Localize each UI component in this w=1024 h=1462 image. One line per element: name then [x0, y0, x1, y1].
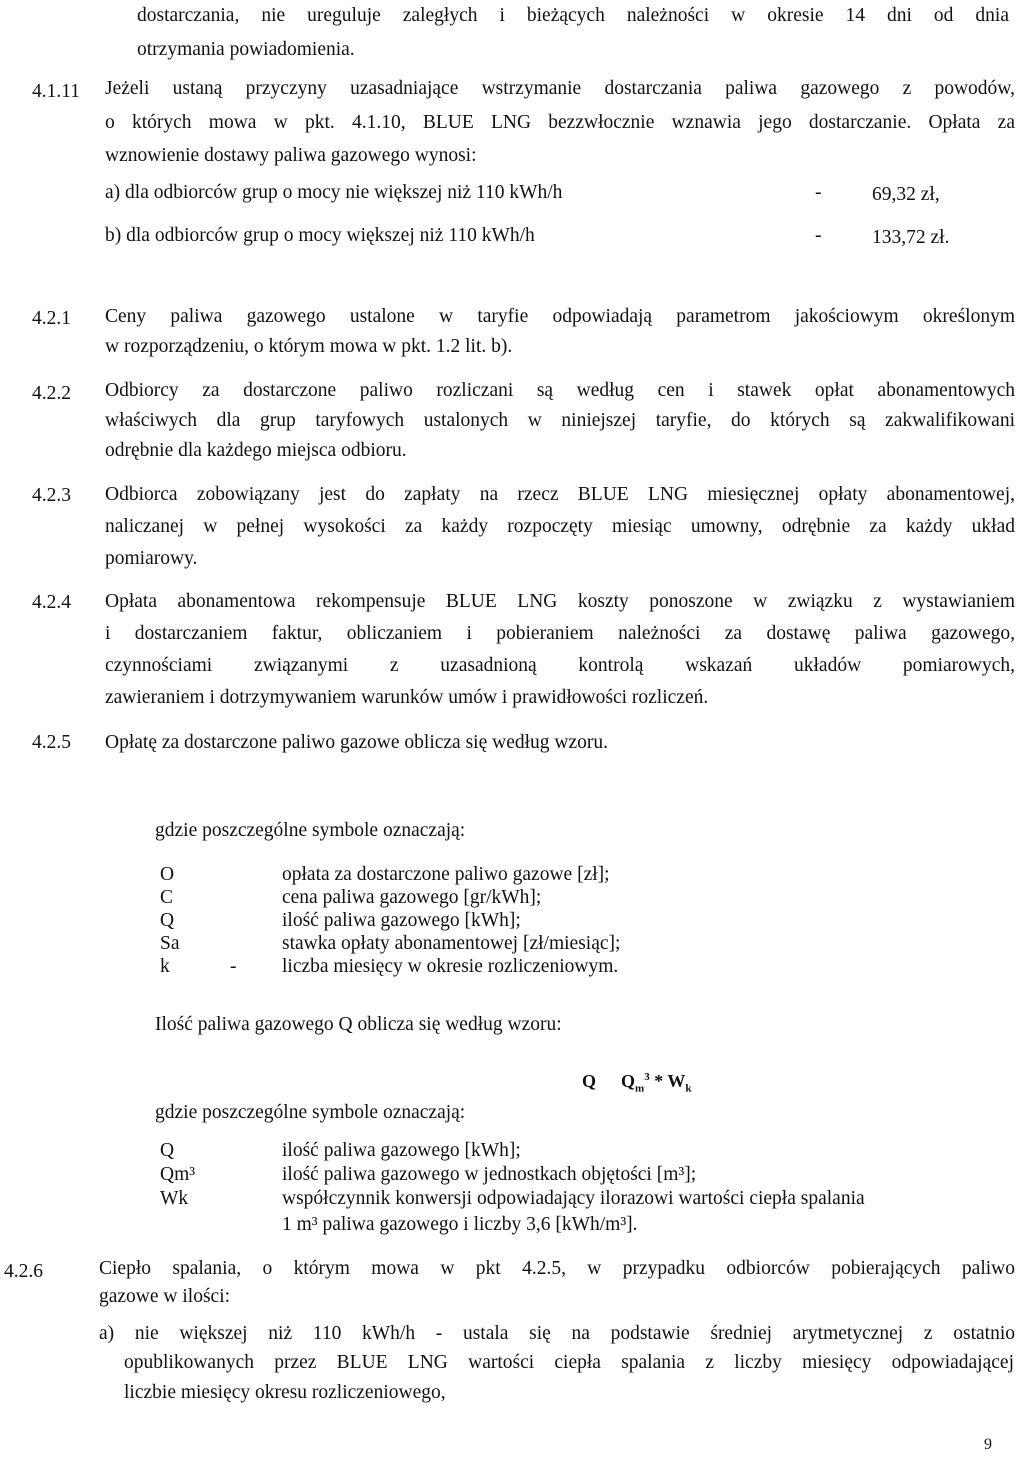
fee-item-a: a) dla odbiorców grup o mocy nie większej niż 110 kWh/h [105, 182, 563, 203]
s426-item-a-label-line: a) nie większej niż 110 kWh/h - ustala się na podstawie średniej arytmetycznej z ostatnio [99, 1323, 1015, 1344]
legend-1-desc: ilość paliwa gazowego [kWh]; [282, 910, 521, 931]
legend-2-symbol: Qm³ [160, 1164, 196, 1185]
s423-line-1: Odbiorca zobowiązany jest do zapłaty na rzecz BLUE LNG miesięcznej opłaty abonamentowej, [105, 484, 1015, 505]
s4111-line-3: wznowienie dostawy paliwa gazowego wynosi: [105, 145, 477, 166]
s422-line-1: Odbiorcy za dostarczone paliwo rozliczani są według cen i stawek opłat abonamentowych [105, 380, 1015, 401]
section-number-4-2-3: 4.2.3 [32, 485, 71, 506]
legend-1-dash: - [230, 956, 237, 977]
s426-line-2: gazowe w ilości: [99, 1286, 231, 1307]
page-number: 9 [984, 1436, 992, 1453]
s424-line-1: Opłata abonamentowa rekompensuje BLUE LNG koszty ponoszone w związku z wystawianiem [105, 591, 1015, 612]
formula-qm-sub: m [635, 1082, 645, 1095]
section-4-2-2-text [105, 376, 1015, 466]
s4111-line-1: Jeżeli ustaną przyczyny uzasadniające wstrzymanie dostarczania paliwa gazowego z powodów, [105, 78, 1015, 99]
s4111-line-2: o których mowa w pkt. 4.1.10, BLUE LNG bezzwłocznie wznawia jego dostarczanie. Opłata za [105, 111, 1015, 133]
s426-line-1: Ciepło spalania, o którym mowa w pkt 4.2.5, w przypadku odbiorców pobierających paliwo [99, 1258, 1015, 1279]
legend-1-symbol: Q [160, 910, 175, 931]
s426-item-a-text [124, 1348, 1014, 1408]
legend-2-title: gdzie poszczególne symbole oznaczają: [155, 1102, 466, 1123]
legend-1-desc: opłata za dostarczone paliwo gazowe [zł]; [282, 864, 610, 885]
section-4-2-4-text [105, 586, 1015, 714]
s424-line-3: czynnościami związanymi z uzasadnioną kontrolą wskazań układów pomiarowych, [105, 655, 1015, 676]
section-4-1-11-text [105, 72, 1015, 173]
quantity-formula-intro: Ilość paliwa gazowego Q oblicza się według wzoru: [155, 1014, 562, 1035]
legend-2-desc: 1 m³ paliwa gazowego i liczby 3,6 [kWh/m³]. [282, 1214, 638, 1235]
legend-1-symbol: C [160, 887, 174, 908]
legend-1-symbol [160, 932, 180, 955]
s422-line-3: odrębnie dla każdego miejsca odbioru. [105, 440, 407, 461]
formula-qm: Q [621, 1071, 636, 1091]
s426-a-line-3: liczbie miesięcy okresu rozliczeniowego, [124, 1382, 446, 1403]
section-number-4-2-1: 4.2.1 [32, 308, 71, 329]
fee-item-a-dash: - [815, 182, 822, 203]
top-line-2: otrzymania powiadomienia. [137, 38, 355, 60]
top-paragraph [137, 0, 1009, 66]
section-4-2-5-text: Opłatę za dostarczone paliwo gazowe oblicza się według wzoru. [105, 732, 609, 753]
legend-2-symbol: Q [160, 1140, 175, 1161]
section-4-2-6-text [99, 1255, 1015, 1311]
s423-line-3: pomiarowy. [105, 548, 198, 569]
top-line-1: dostarczania, nie ureguluje zaległych i bieżących należności w okresie 14 dni od dnia [137, 5, 1009, 26]
s421-line-1: Ceny paliwa gazowego ustalone w taryfie odpowiadają parametrom jakościowym określonym [105, 306, 1015, 327]
section-4-2-3-text [105, 479, 1015, 575]
formula-w-sub: k [685, 1082, 692, 1095]
section-number-4-2-4: 4.2.4 [32, 592, 71, 613]
legend-1-desc: stawka opłaty abonamentowej [zł/miesiąc]; [282, 933, 621, 954]
s423-line-2: naliczanej w pełnej wysokości za każdy rozpoczęty miesiąc umowny, odrębnie za każdy układ [105, 516, 1015, 537]
section-number-4-1-11: 4.1.11 [32, 81, 81, 102]
section-number-4-2-5: 4.2.5 [32, 732, 71, 753]
fee-item-a-value: 69,32 zł, [872, 184, 940, 205]
formula-qm-sup: 3 [644, 1071, 650, 1083]
legend-1-title: gdzie poszczególne symbole oznaczają: [155, 820, 466, 841]
fee-item-b-dash: - [815, 225, 822, 246]
section-number-4-2-6: 4.2.6 [4, 1261, 43, 1282]
legend-2-desc: ilość paliwa gazowego [kWh]; [282, 1140, 521, 1161]
legend-1-desc: cena paliwa gazowego [gr/kWh]; [282, 887, 542, 908]
legend-2-desc: ilość paliwa gazowego w jednostkach objętości [m³]; [282, 1164, 697, 1185]
s426-a-line-2: opublikowanych przez BLUE LNG wartości ciepła spalania z liczby miesięcy odpowiadającej [124, 1352, 1014, 1373]
s424-line-2: i dostarczaniem faktur, obliczaniem i pobieraniem należności za dostawę paliwa gazowego, [105, 623, 1015, 644]
s421-line-2: w rozporządzeniu, o którym mowa w pkt. 1.2 lit. b). [105, 336, 513, 357]
formula-operator: * [654, 1071, 664, 1091]
legend-1-symbol-text: Sa [160, 933, 180, 954]
legend-2-desc: współczynnik konwersji odpowiadający ilorazowi wartości ciepła spalania [282, 1188, 865, 1209]
legend-2-symbol: Wk [160, 1188, 189, 1209]
fee-item-b: b) dla odbiorców grup o mocy większej niż 110 kWh/h [105, 225, 535, 246]
legend-1-symbol: O [160, 864, 175, 885]
s424-line-4: zawieraniem i dotrzymywaniem warunków umów i prawidłowości rozliczeń. [105, 687, 709, 708]
legend-1-symbol: k [160, 956, 170, 977]
formula-q: Q [582, 1071, 597, 1091]
formula-w: W [667, 1071, 686, 1091]
section-4-2-1-text [105, 302, 1015, 362]
s422-line-2: właściwych dla grup taryfowych ustalonych w niniejszej taryfie, do których są zakwalifikowani [105, 410, 1015, 431]
section-number-4-2-2: 4.2.2 [32, 383, 71, 404]
quantity-formula [582, 1064, 692, 1102]
fee-item-b-value: 133,72 zł. [872, 227, 950, 248]
legend-1-desc: liczba miesięcy w okresie rozliczeniowym. [282, 956, 619, 977]
